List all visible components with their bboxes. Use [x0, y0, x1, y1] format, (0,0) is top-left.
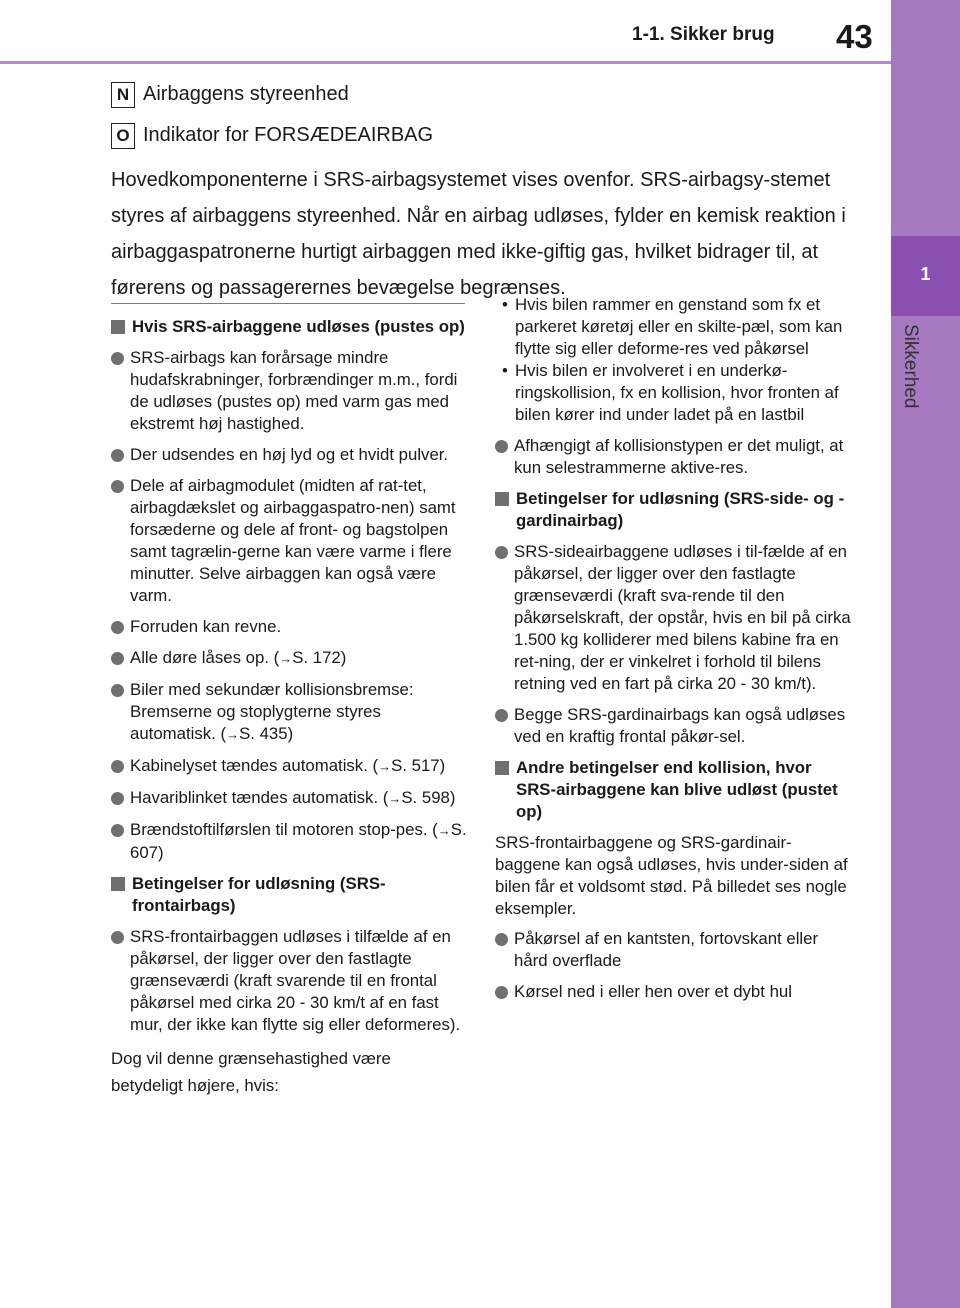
- page-reference-link[interactable]: S. 598): [401, 788, 456, 807]
- arrow-right-icon: →: [226, 727, 240, 742]
- circle-bullet-icon: [111, 352, 124, 365]
- item-text: SRS-airbags kan forårsage mindre hudafskrabninger, forbrændinger m.m., fordi de udløses (pustes op) med varm gas med ekstremt høj hastighed.: [130, 348, 458, 433]
- heading-text: Andre betingelser end kollision, hvor SRS-airbaggene kan blive udløst (pustet op): [516, 758, 838, 821]
- list-item: [111, 926, 467, 1036]
- square-bullet-icon: [495, 492, 509, 506]
- circle-bullet-icon: [495, 709, 508, 722]
- intro-section: [111, 80, 851, 306]
- item-text: Der udsendes en høj lyd og et hvidt pulver.: [130, 445, 449, 464]
- item-text: SRS-sideairbaggene udløses i til-fælde af en påkørsel, der ligger over den fastlagte grænseværdi (kraft sva-rende til den påkørselskraft, der opstår, hvis en bil på cirka 1.500 kg kolliderer med bilens kabine fra en ret-ning, der er vinkelret i forhold til bilens retning ved en fart på cirka 20 - 30 km/t).: [514, 542, 851, 693]
- callout-text-o: Indikator for FORSÆDEAIRBAG: [143, 124, 434, 146]
- callout-text-n: Airbaggens styreenhed: [143, 83, 349, 105]
- circle-bullet-icon: [111, 652, 124, 665]
- list-item: [111, 475, 467, 607]
- callout-label-n: [111, 80, 851, 109]
- circle-bullet-icon: [495, 986, 508, 999]
- item-text: [130, 679, 467, 746]
- heading-text: Betingelser for udløsning (SRS-side- og -gardinairbag): [516, 489, 845, 530]
- circle-bullet-icon: [111, 792, 124, 805]
- list-item: [495, 541, 855, 695]
- arrow-right-icon: →: [279, 651, 293, 666]
- page-reference-link[interactable]: S. 517): [391, 756, 446, 775]
- chapter-number: 1: [920, 264, 931, 284]
- list-item-with-reference: [111, 647, 467, 670]
- list-item-with-reference: [111, 819, 467, 864]
- circle-bullet-icon: [111, 449, 124, 462]
- list-item: [111, 347, 467, 435]
- left-column: [111, 316, 467, 1107]
- bullet-dot-icon: •: [502, 361, 508, 380]
- item-text: Forruden kan revne.: [130, 617, 282, 636]
- list-item: [495, 435, 855, 479]
- column-divider: [111, 303, 465, 304]
- circle-bullet-icon: [111, 684, 124, 697]
- closing-paragraph: Dog vil denne grænsehastighed være betydeligt højere, hvis:: [111, 1049, 391, 1095]
- circle-bullet-icon: [495, 546, 508, 559]
- item-text: Kørsel ned i eller hen over et dybt hul: [514, 982, 792, 1001]
- list-item: [111, 616, 467, 638]
- page-reference-link[interactable]: S. 172): [292, 648, 347, 667]
- sub-list-item: [495, 294, 855, 360]
- item-text: Havariblinket tændes automatisk. (: [130, 788, 389, 807]
- section-heading: [495, 488, 855, 532]
- circle-bullet-icon: [495, 440, 508, 453]
- list-item: [111, 444, 467, 466]
- circle-bullet-icon: [111, 621, 124, 634]
- chapter-tab[interactable]: [891, 236, 960, 316]
- sub-item-text: Hvis bilen rammer en genstand som fx et parkeret køretøj eller en skilte-pæl, som kan flytte sig eller deforme-res ved påkørsel: [515, 295, 843, 358]
- circle-bullet-icon: [495, 933, 508, 946]
- heading-text: Hvis SRS-airbaggene udløses (pustes op): [132, 317, 465, 336]
- arrow-right-icon: →: [388, 791, 402, 806]
- callout-letter-n: N: [111, 82, 135, 108]
- circle-bullet-icon: [111, 760, 124, 773]
- callout-label-o: [111, 121, 851, 150]
- sub-item-text: Hvis bilen er involveret i en underkø-ringskollision, fx en kollision, hvor fronten af bilen kører ind under ladet på en lastbil: [515, 361, 839, 424]
- circle-bullet-icon: [111, 824, 124, 837]
- intro-paragraph: Hovedkomponenterne i SRS-airbagsystemet vises ovenfor. SRS-airbagsy-stemet styres af airbaggens styreenhed. Når en airbag udløses, fylder en kemisk reaktion i airbaggaspatronerne hurtigt airbaggen med ikke-giftig gas, hvilket bidrager til, at førerens og passagerernes bevægelse begrænses.: [111, 169, 846, 299]
- list-item-with-reference: [111, 755, 467, 778]
- chapter-label: Sikkerhed: [900, 324, 921, 409]
- item-text: Biler med sekundær kollisionsbremse: Bremserne og stoplygterne styres automatisk. (: [130, 680, 414, 743]
- sub-list: [495, 294, 855, 426]
- item-text: [130, 819, 467, 864]
- item-text: [130, 755, 467, 778]
- list-item: [495, 928, 855, 972]
- item-text: Brændstoftilførslen til motoren stop-pes. (: [130, 820, 438, 839]
- page-number: 43: [836, 18, 873, 55]
- arrow-right-icon: →: [378, 759, 392, 774]
- right-column: [495, 294, 855, 1012]
- list-item-with-reference: [111, 787, 467, 810]
- page-reference-link[interactable]: S. 607): [130, 820, 467, 862]
- heading-text: Betingelser for udløsning (SRS-frontairbags): [132, 874, 386, 915]
- item-text: Påkørsel af en kantsten, fortovskant eller hård overflade: [514, 929, 819, 970]
- square-bullet-icon: [111, 320, 125, 334]
- side-tab: [891, 0, 960, 1308]
- circle-bullet-icon: [111, 931, 124, 944]
- list-item: [495, 981, 855, 1003]
- list-item: [495, 704, 855, 748]
- section-heading: [111, 873, 467, 917]
- arrow-right-icon: →: [437, 823, 451, 838]
- body-paragraph: SRS-frontairbaggene og SRS-gardinair-baggene kan også udløses, hvis under-siden af bilen får et voldsomt stød. På billedet ses nogle eksempler.: [495, 833, 848, 918]
- item-text: Alle døre låses op. (: [130, 648, 280, 667]
- square-bullet-icon: [111, 877, 125, 891]
- section-heading: [495, 757, 855, 823]
- square-bullet-icon: [495, 761, 509, 775]
- item-text: Dele af airbagmodulet (midten af rat-tet, airbagdækslet og airbaggaspatro-nen) samt forsæderne og dele af front- og bagstolpen samt tagrælin-gerne kan være varme i flere minutter. Selve airbaggen kan også være varm.: [130, 476, 456, 605]
- sub-list-item: [495, 360, 855, 426]
- item-text: [130, 647, 467, 670]
- page-reference-link[interactable]: S. 435): [239, 724, 294, 743]
- section-title: 1-1. Sikker brug: [632, 24, 775, 45]
- item-text: Kabinelyset tændes automatisk. (: [130, 756, 379, 775]
- header-rule: [0, 61, 891, 64]
- list-item-with-reference: [111, 679, 467, 746]
- bullet-dot-icon: •: [502, 295, 508, 314]
- circle-bullet-icon: [111, 480, 124, 493]
- callout-letter-o: O: [111, 123, 135, 149]
- item-text: Begge SRS-gardinairbags kan også udløses ved en kraftig frontal påkør-sel.: [514, 705, 846, 746]
- item-text: Afhængigt af kollisionstypen er det muligt, at kun selestrammerne aktive-res.: [514, 436, 844, 477]
- section-heading: [111, 316, 467, 338]
- item-text: [130, 787, 467, 810]
- item-text: SRS-frontairbaggen udløses i tilfælde af en påkørsel, der ligger over den fastlagte grænseværdi (kraft svarende til en frontal påkørsel med cirka 20 - 30 km/t af en fast mur, der ikke kan flytte sig eller deformeres).: [130, 927, 461, 1034]
